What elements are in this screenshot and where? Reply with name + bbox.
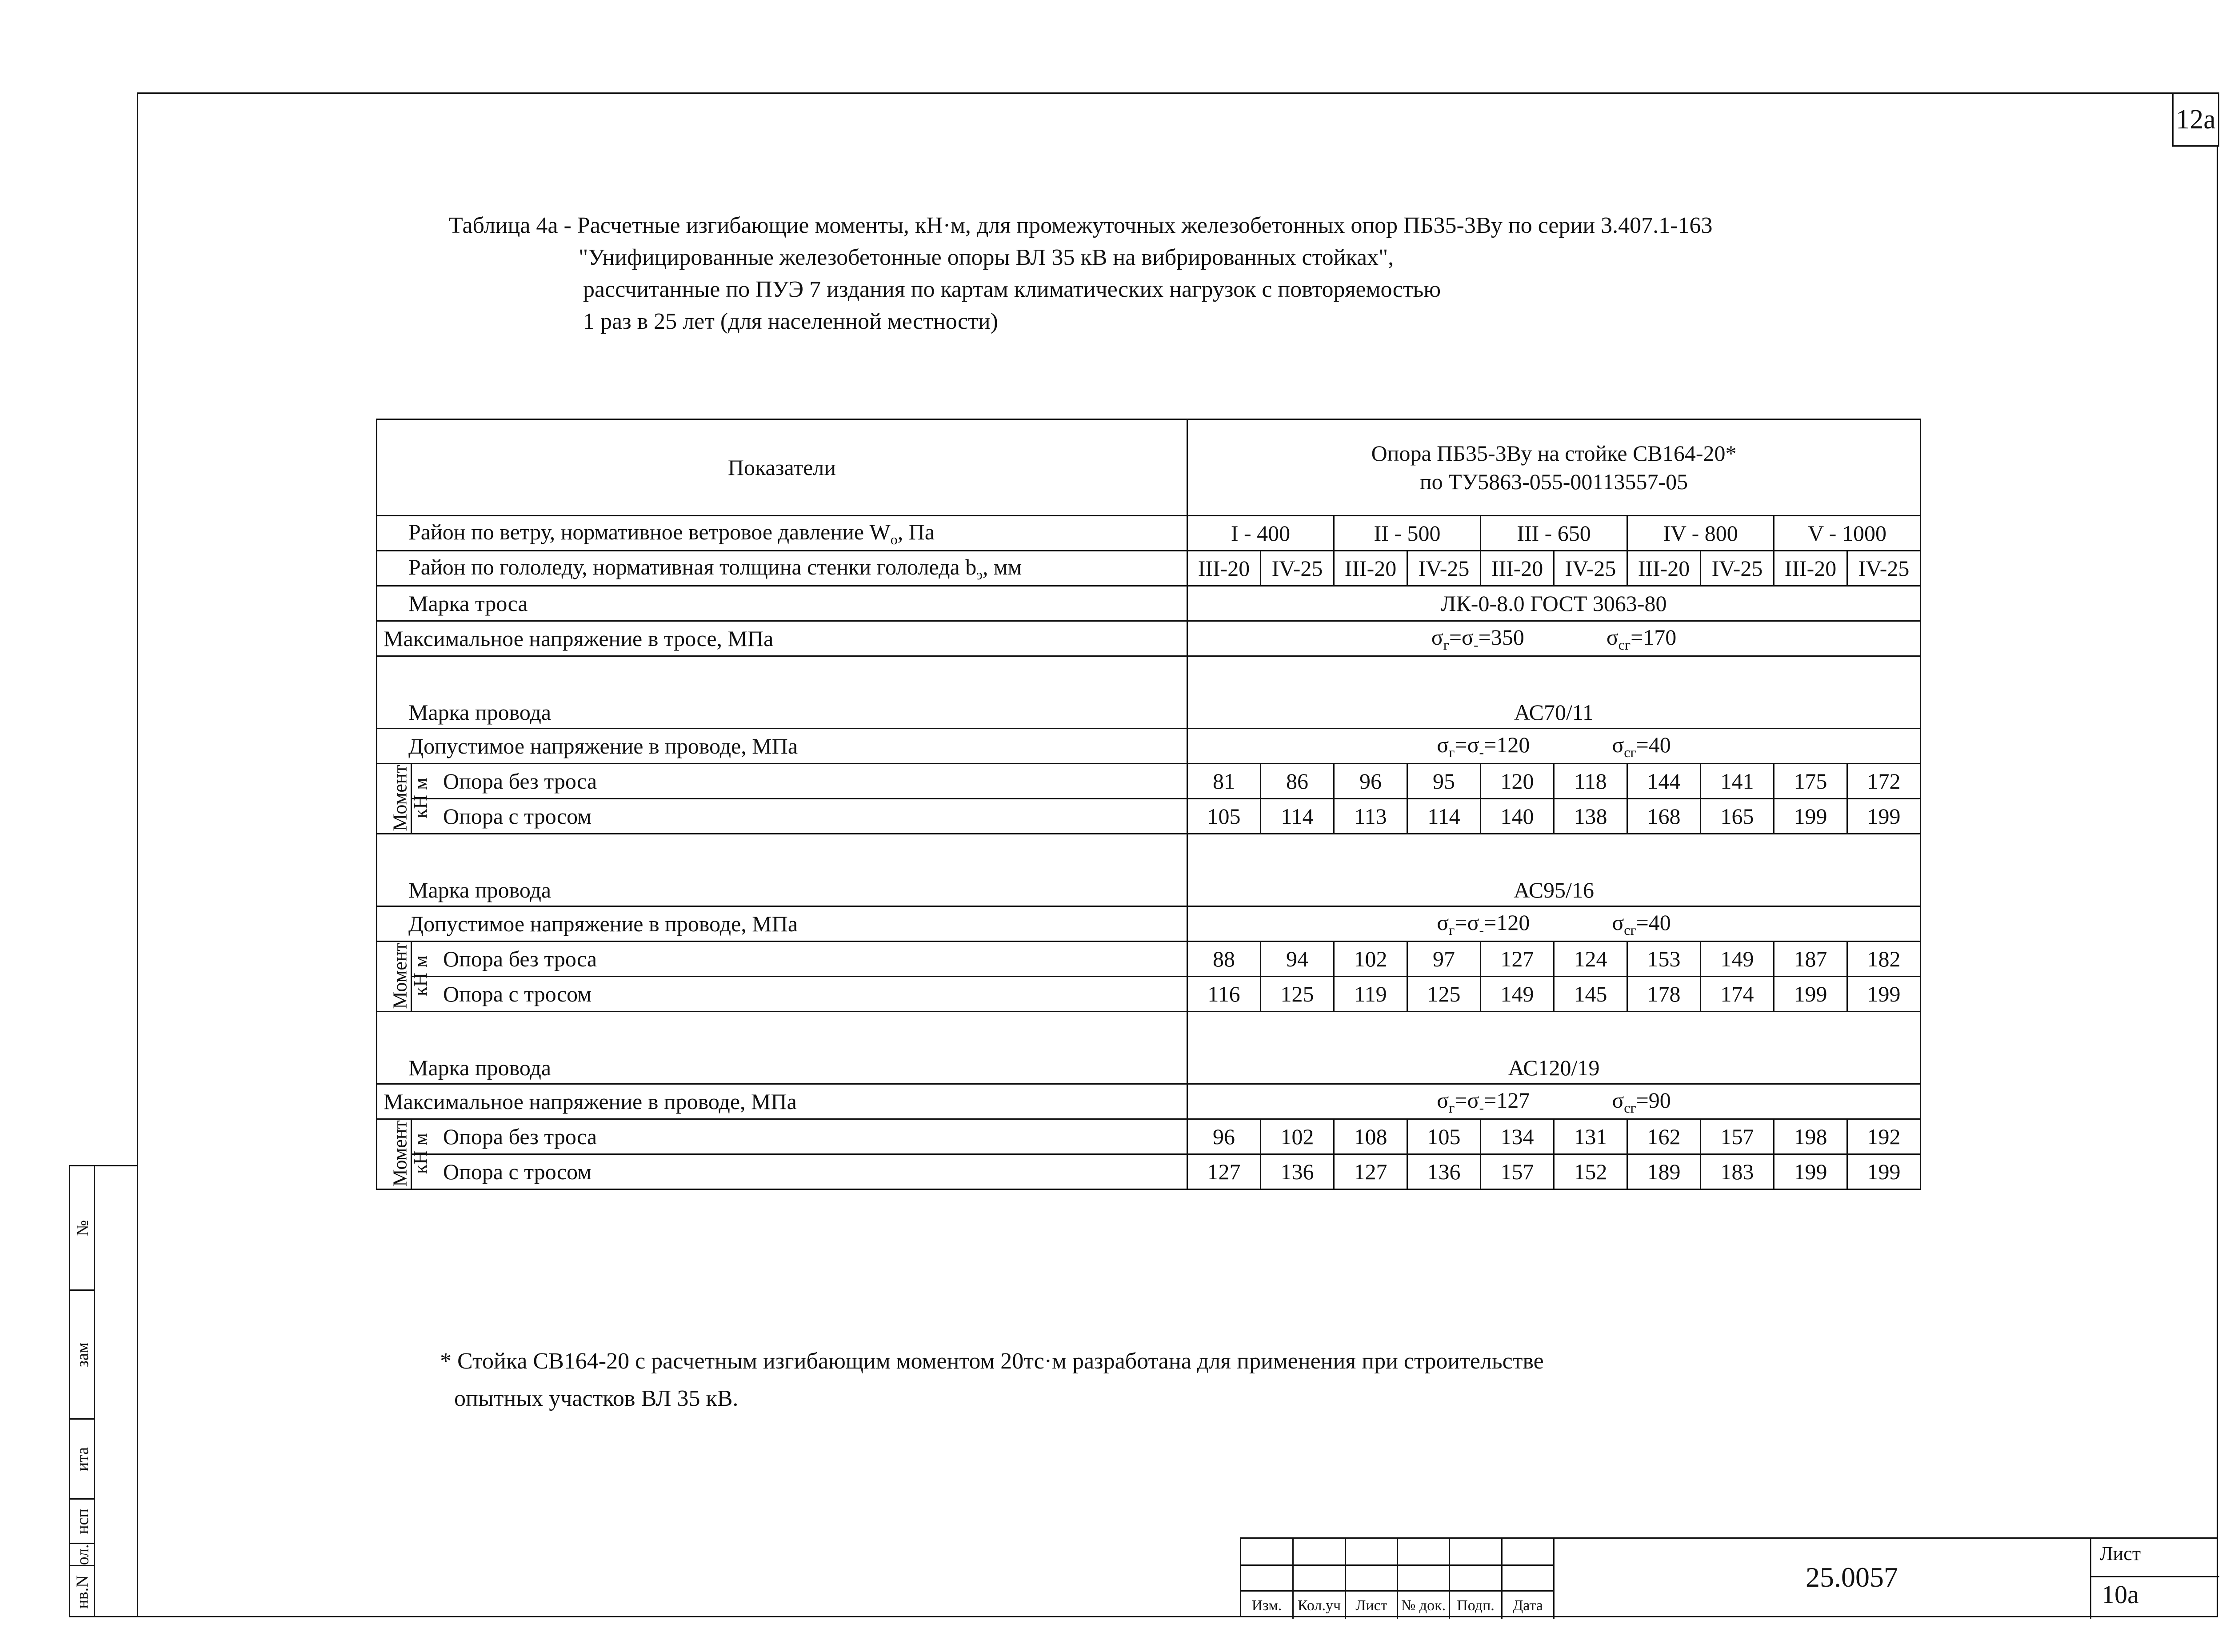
wire-brand-value: АС120/19: [1187, 1012, 1921, 1084]
row-label: Опора с тросом: [412, 977, 1187, 1012]
value-cell: 182: [1847, 942, 1921, 977]
value-cell: 149: [1701, 942, 1774, 977]
ice-region: IV-25: [1554, 551, 1627, 586]
value-cell: 102: [1261, 1119, 1334, 1154]
value-cell: 127: [1481, 942, 1554, 977]
ice-region: IV-25: [1261, 551, 1334, 586]
value-cell: 199: [1847, 799, 1921, 834]
cable-brand-row: [377, 586, 1921, 621]
ice-region: IV-25: [1701, 551, 1774, 586]
value-cell: 140: [1481, 799, 1554, 834]
wire-brand-row: [377, 1012, 1921, 1084]
footnote: [440, 1343, 1544, 1417]
stamp-label: Дата: [1513, 1597, 1543, 1614]
moment-row-with-cable: [377, 799, 1921, 834]
value-cell: 174: [1701, 977, 1774, 1012]
footnote-line-1: * Стойка СВ164-20 с расчетным изгибающим моментом 20тс·м разработана для применения при строительстве: [440, 1349, 1544, 1374]
value-cell: 144: [1627, 764, 1701, 799]
support-header-line-1: Опора ПБ35-3Ву на стойке СВ164-20*: [1371, 441, 1737, 466]
wire-brand-label: Марка провода: [377, 656, 1187, 729]
document-code: 25.0057: [1806, 1561, 1898, 1593]
wire-stress-label: Допустимое напряжение в проводе, МПа: [377, 906, 1187, 942]
value-cell: 152: [1554, 1154, 1627, 1189]
ice-region: III-20: [1481, 551, 1554, 586]
value-cell: 116: [1187, 977, 1261, 1012]
strip-cell: №: [70, 1166, 95, 1291]
value-cell: 105: [1187, 799, 1261, 834]
title-stamp: [1240, 1537, 2218, 1617]
ice-region: III-20: [1774, 551, 1847, 586]
stamp-label: Изм.: [1251, 1597, 1282, 1614]
row-label: Опора без троса: [412, 764, 1187, 799]
cable-brand-value: ЛК-0-8.0 ГОСТ 3063-80: [1187, 586, 1921, 621]
value-cell: 199: [1847, 977, 1921, 1012]
wire-brand-row: [377, 656, 1921, 729]
ice-region: IV-25: [1847, 551, 1921, 586]
row-label: Опора без троса: [412, 942, 1187, 977]
value-cell: 138: [1554, 799, 1627, 834]
moment-unit-label: Момент кН м: [377, 1119, 412, 1189]
value-cell: 81: [1187, 764, 1261, 799]
value-cell: 175: [1774, 764, 1847, 799]
footnote-line-2: опытных участков ВЛ 35 кВ.: [454, 1386, 739, 1411]
wind-region-2: II - 500: [1334, 516, 1481, 551]
value-cell: 118: [1554, 764, 1627, 799]
wire-brand-row: [377, 834, 1921, 906]
value-cell: 136: [1261, 1154, 1334, 1189]
value-cell: 113: [1334, 799, 1407, 834]
binding-strip: [69, 1165, 137, 1617]
value-cell: 199: [1774, 799, 1847, 834]
value-cell: 157: [1701, 1119, 1774, 1154]
ice-region: III-20: [1627, 551, 1701, 586]
sheet-label: Лист: [2099, 1543, 2141, 1564]
moment-row-no-cable: [377, 942, 1921, 977]
wire-stress-value: $\sigma_г=\sigma_-=120$ $\sigma_{сг}=40$: [1187, 906, 1921, 942]
wire-brand-value: АС95/16: [1187, 834, 1921, 906]
stamp-label: № док.: [1401, 1597, 1446, 1614]
wire-stress-row: [377, 1084, 1921, 1119]
stamp-label: Лист: [1355, 1597, 1387, 1614]
value-cell: 192: [1847, 1119, 1921, 1154]
value-cell: 183: [1701, 1154, 1774, 1189]
wire-brand-label: Марка провода: [377, 1012, 1187, 1084]
wire-stress-label: Максимальное напряжение в проводе, МПа: [377, 1084, 1187, 1119]
wire-stress-value: $\sigma_г=\sigma_-=127$ $\sigma_{сг}=90$: [1187, 1084, 1921, 1119]
row-label: Опора без троса: [412, 1119, 1187, 1154]
moment-row-with-cable: [377, 977, 1921, 1012]
value-cell: 149: [1481, 977, 1554, 1012]
stamp-label: Подп.: [1457, 1597, 1495, 1614]
value-cell: 119: [1334, 977, 1407, 1012]
value-cell: 97: [1407, 942, 1481, 977]
cable-brand-label: Марка троса: [377, 586, 1187, 621]
ice-label: Район по гололеду, нормативная толщина стенки гололеда $b_э$, мм: [377, 551, 1187, 586]
value-cell: 125: [1407, 977, 1481, 1012]
ice-region: III-20: [1187, 551, 1261, 586]
value-cell: 157: [1481, 1154, 1554, 1189]
value-cell: 141: [1701, 764, 1774, 799]
value-cell: 189: [1627, 1154, 1701, 1189]
ice-region: III-20: [1334, 551, 1407, 586]
wind-label: Район по ветру, нормативное ветровое давление $W_о$, Па: [377, 516, 1187, 551]
row-label: Опора с тросом: [412, 1154, 1187, 1189]
value-cell: 96: [1334, 764, 1407, 799]
sheet-corner-number: 12a: [2172, 92, 2219, 147]
wind-region-4: IV - 800: [1627, 516, 1774, 551]
value-cell: 172: [1847, 764, 1921, 799]
bending-moments-table: [376, 419, 1921, 1190]
wind-region-1: I - 400: [1187, 516, 1334, 551]
value-cell: 125: [1261, 977, 1334, 1012]
cable-stress-row: [377, 621, 1921, 656]
value-cell: 168: [1627, 799, 1701, 834]
wire-brand-value: АС70/11: [1187, 656, 1921, 729]
value-cell: 120: [1481, 764, 1554, 799]
moment-row-no-cable: [377, 764, 1921, 799]
indicators-header: Показатели: [377, 419, 1187, 516]
value-cell: 131: [1554, 1119, 1627, 1154]
value-cell: 95: [1407, 764, 1481, 799]
wire-brand-label: Марка провода: [377, 834, 1187, 906]
moment-row-with-cable: [377, 1154, 1921, 1189]
value-cell: 127: [1187, 1154, 1261, 1189]
value-cell: 124: [1554, 942, 1627, 977]
value-cell: 153: [1627, 942, 1701, 977]
cable-stress-value: $\sigma_г=\sigma_-=350$ $\sigma_{сг}=170$: [1187, 621, 1921, 656]
stamp-label: Кол.уч: [1297, 1597, 1341, 1614]
strip-cell: нсп: [70, 1500, 95, 1544]
caption-line-3: рассчитанные по ПУЭ 7 издания по картам климатических нагрузок с повторяемостью: [583, 277, 1441, 302]
value-cell: 108: [1334, 1119, 1407, 1154]
strip-cell: нв.N: [73, 1575, 92, 1609]
value-cell: 199: [1847, 1154, 1921, 1189]
value-cell: 198: [1774, 1119, 1847, 1154]
sheet-number: 10a: [2102, 1580, 2139, 1609]
value-cell: 114: [1261, 799, 1334, 834]
cable-stress-label: Максимальное напряжение в тросе, МПа: [377, 621, 1187, 656]
value-cell: 187: [1774, 942, 1847, 977]
row-label: Опора с тросом: [412, 799, 1187, 834]
value-cell: 165: [1701, 799, 1774, 834]
strip-cell: зам: [70, 1291, 95, 1420]
support-header-line-2: по ТУ5863-055-00113557-05: [1419, 469, 1688, 494]
wire-stress-row: [377, 729, 1921, 764]
wire-stress-label: Допустимое напряжение в проводе, МПа: [377, 729, 1187, 764]
wind-region-3: III - 650: [1481, 516, 1627, 551]
ice-row: [377, 551, 1921, 586]
value-cell: 136: [1407, 1154, 1481, 1189]
value-cell: 105: [1407, 1119, 1481, 1154]
value-cell: 114: [1407, 799, 1481, 834]
value-cell: 199: [1774, 1154, 1847, 1189]
value-cell: 178: [1627, 977, 1701, 1012]
value-cell: 199: [1774, 977, 1847, 1012]
value-cell: 145: [1554, 977, 1627, 1012]
value-cell: 88: [1187, 942, 1261, 977]
value-cell: 96: [1187, 1119, 1261, 1154]
value-cell: 102: [1334, 942, 1407, 977]
value-cell: 86: [1261, 764, 1334, 799]
wire-stress-row: [377, 906, 1921, 942]
strip-cell: ол.: [70, 1544, 95, 1566]
ice-region: IV-25: [1407, 551, 1481, 586]
wire-stress-value: $\sigma_г=\sigma_-=120$ $\sigma_{сг}=40$: [1187, 729, 1921, 764]
support-header: [1187, 419, 1921, 516]
wind-row: [377, 516, 1921, 551]
value-cell: 134: [1481, 1119, 1554, 1154]
wind-region-5: V - 1000: [1774, 516, 1921, 551]
value-cell: 94: [1261, 942, 1334, 977]
moment-unit-label: Момент кН м: [377, 764, 412, 834]
value-cell: 162: [1627, 1119, 1701, 1154]
moment-row-no-cable: [377, 1119, 1921, 1154]
moment-unit-label: Момент кН м: [377, 942, 412, 1012]
caption-line-1: Таблица 4а - Расчетные изгибающие моменты, кН·м, для промежуточных железобетонных опор ПБ35-3Ву по серии 3.407.1-163: [449, 213, 1713, 238]
value-cell: 127: [1334, 1154, 1407, 1189]
caption-line-4: 1 раз в 25 лет (для населенной местности): [583, 309, 998, 334]
caption-line-2: "Унифицированные железобетонные опоры ВЛ 35 кВ на вибрированных стойках",: [579, 245, 1394, 270]
strip-cell: ита: [70, 1420, 95, 1500]
